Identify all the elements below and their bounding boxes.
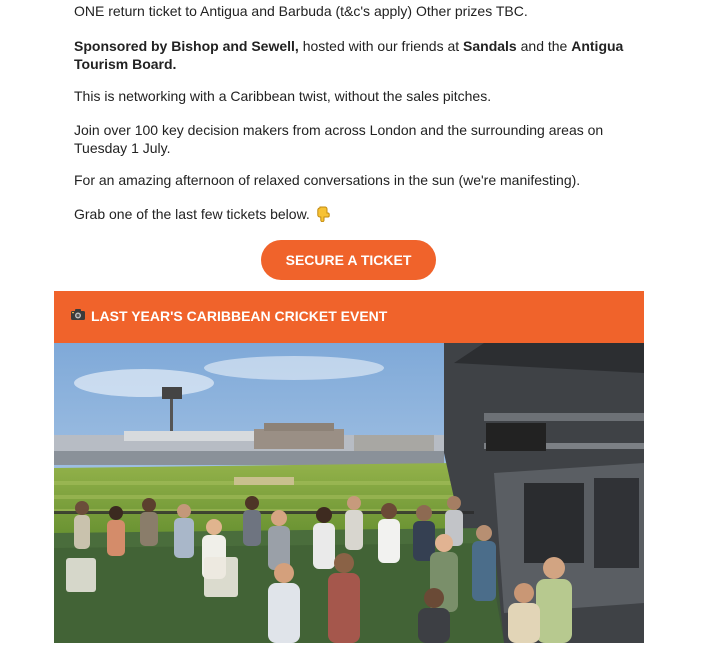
- sponsor-bold: Sponsored by Bishop and Sewell,: [74, 38, 299, 54]
- join-text: Join over 100 key decision makers from across London and the surrounding areas on Tuesday 1 July.: [74, 122, 604, 156]
- afternoon-text: For an amazing afternoon of relaxed conversations in the sun (we're manifesting).: [74, 172, 581, 188]
- sponsor-text-2: and the: [516, 38, 572, 54]
- networking-text: This is networking with a Caribbean twist, without the sales pitches.: [74, 88, 492, 104]
- sandals-bold: Sandals: [463, 38, 517, 54]
- secure-ticket-button[interactable]: SECURE A TICKET: [261, 240, 436, 280]
- cricket-event-photo: [54, 343, 644, 643]
- pointing-down-hand-icon: [316, 206, 330, 226]
- tourism-board-bold: Antigua Tourism Board.: [74, 38, 624, 72]
- last-year-banner: [54, 291, 644, 343]
- grab-text: [74, 205, 330, 226]
- sponsor-text: [74, 37, 634, 73]
- camera-icon: [70, 308, 86, 324]
- prizes-text: ONE return ticket to Antigua and Barbuda (t&c's apply) Other prizes TBC.: [74, 3, 528, 19]
- grab-text-label: Grab one of the last few tickets below.: [74, 206, 310, 222]
- sponsor-text-1: hosted with our friends at: [298, 38, 464, 54]
- banner-title: LAST YEAR'S CARIBBEAN CRICKET EVENT: [91, 308, 388, 324]
